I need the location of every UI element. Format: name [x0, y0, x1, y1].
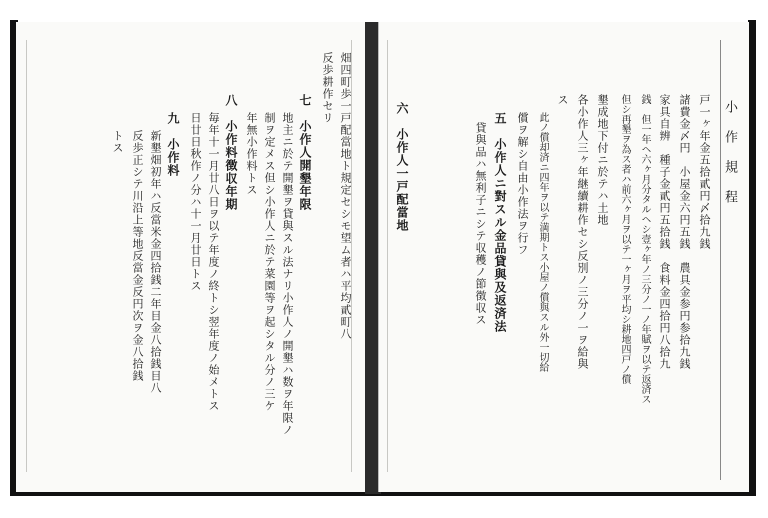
right-col-8: ス — [556, 94, 569, 106]
scan-border-right — [748, 20, 756, 496]
right-col-3: 家具自辨 種子金貳円五拾銭 食料金四拾円八拾九 — [658, 94, 671, 370]
strip-char: 規 — [722, 160, 737, 173]
left-col-9: 日廿日秋作ノ分ハ十一月廿日トス — [189, 112, 202, 292]
left-col-13: トス — [111, 130, 124, 154]
right-col-6: 墾成地下付ニ於テハ土地 — [596, 94, 609, 226]
left-heading-7: 七 小作人開墾年限 — [298, 94, 312, 211]
right-col-12: 貸與品ハ無利子ニシテ収穫ノ節徴収ス — [474, 122, 487, 326]
right-col-9: 此ノ償却済ニ四年ヲ以テ満期トス小屋ノ償與スル外一切給 — [537, 112, 548, 372]
right-heading-5: 五 小作人ニ對スル金品貸與及返済法 — [493, 112, 507, 333]
left-col-12: 反歩正シテ川沿上等地反當金反円次ヲ金八拾銭 — [131, 130, 144, 382]
left-heading-8: 八 小作料徴収年期 — [224, 94, 238, 211]
strip-char: 作 — [722, 130, 737, 143]
right-col-1: 戸一ヶ年金五拾貳円〆拾九銭 — [698, 94, 711, 250]
page-margin-line — [26, 40, 27, 472]
strip-char: 小 — [722, 100, 737, 113]
left-col-4: 地主ニ於テ開墾ヲ貸與スル法ナリ小作人ノ開墾ハ数ヲ年限ノ — [281, 112, 294, 436]
right-heading-6: 六 小作人一戸配當地 — [395, 102, 409, 232]
strip-char: 程 — [722, 190, 737, 203]
left-col-5: 制ヲ定メス但シ小作人ニ於テ菜園等ヲ起シタル分ノ三ケ — [263, 112, 276, 412]
left-col-1: 畑四町歩一戸配當地ト規定セシモ望ム者ハ平均貳町八 — [339, 52, 352, 340]
left-page — [16, 22, 372, 492]
right-col-2: 諸費金〆円 小屋金六円五銭 農具金参円参拾九銭 — [678, 94, 691, 370]
left-col-8: 毎年十一月廿八日ヲ以テ年度ノ終トシ翌年度ノ始メトス — [207, 112, 220, 412]
page-margin-line — [387, 40, 388, 472]
page-label-strip — [720, 40, 741, 480]
right-col-10: 償ヲ解シ自由小作法ヲ行フ — [516, 112, 529, 256]
right-col-5: 但シ再墾ヲ為ス者ハ前六ヶ月ヲ以テ一ヶ月ヲ平均シ耕地四戸ノ償 — [619, 94, 630, 384]
left-col-6: 年無小作料トス — [245, 112, 258, 196]
right-page — [378, 22, 749, 492]
right-col-7: 各小作人三ヶ年継續耕作セシ反別ノ三分ノ一ヲ給與 — [576, 94, 589, 370]
left-col-2: 反歩耕作セリ — [321, 52, 334, 124]
right-col-4: 銭 但一年ヘ六ヶ月分タルヘシ壹ヶ年ノ三分ノ一ノ年賦ヲ以テ返済ス — [639, 94, 650, 404]
left-col-11: 新墾畑初年ハ反當米金四拾銭二年目金八拾銭目八 — [149, 130, 162, 394]
left-heading-9: 九 小作料 — [166, 112, 180, 177]
